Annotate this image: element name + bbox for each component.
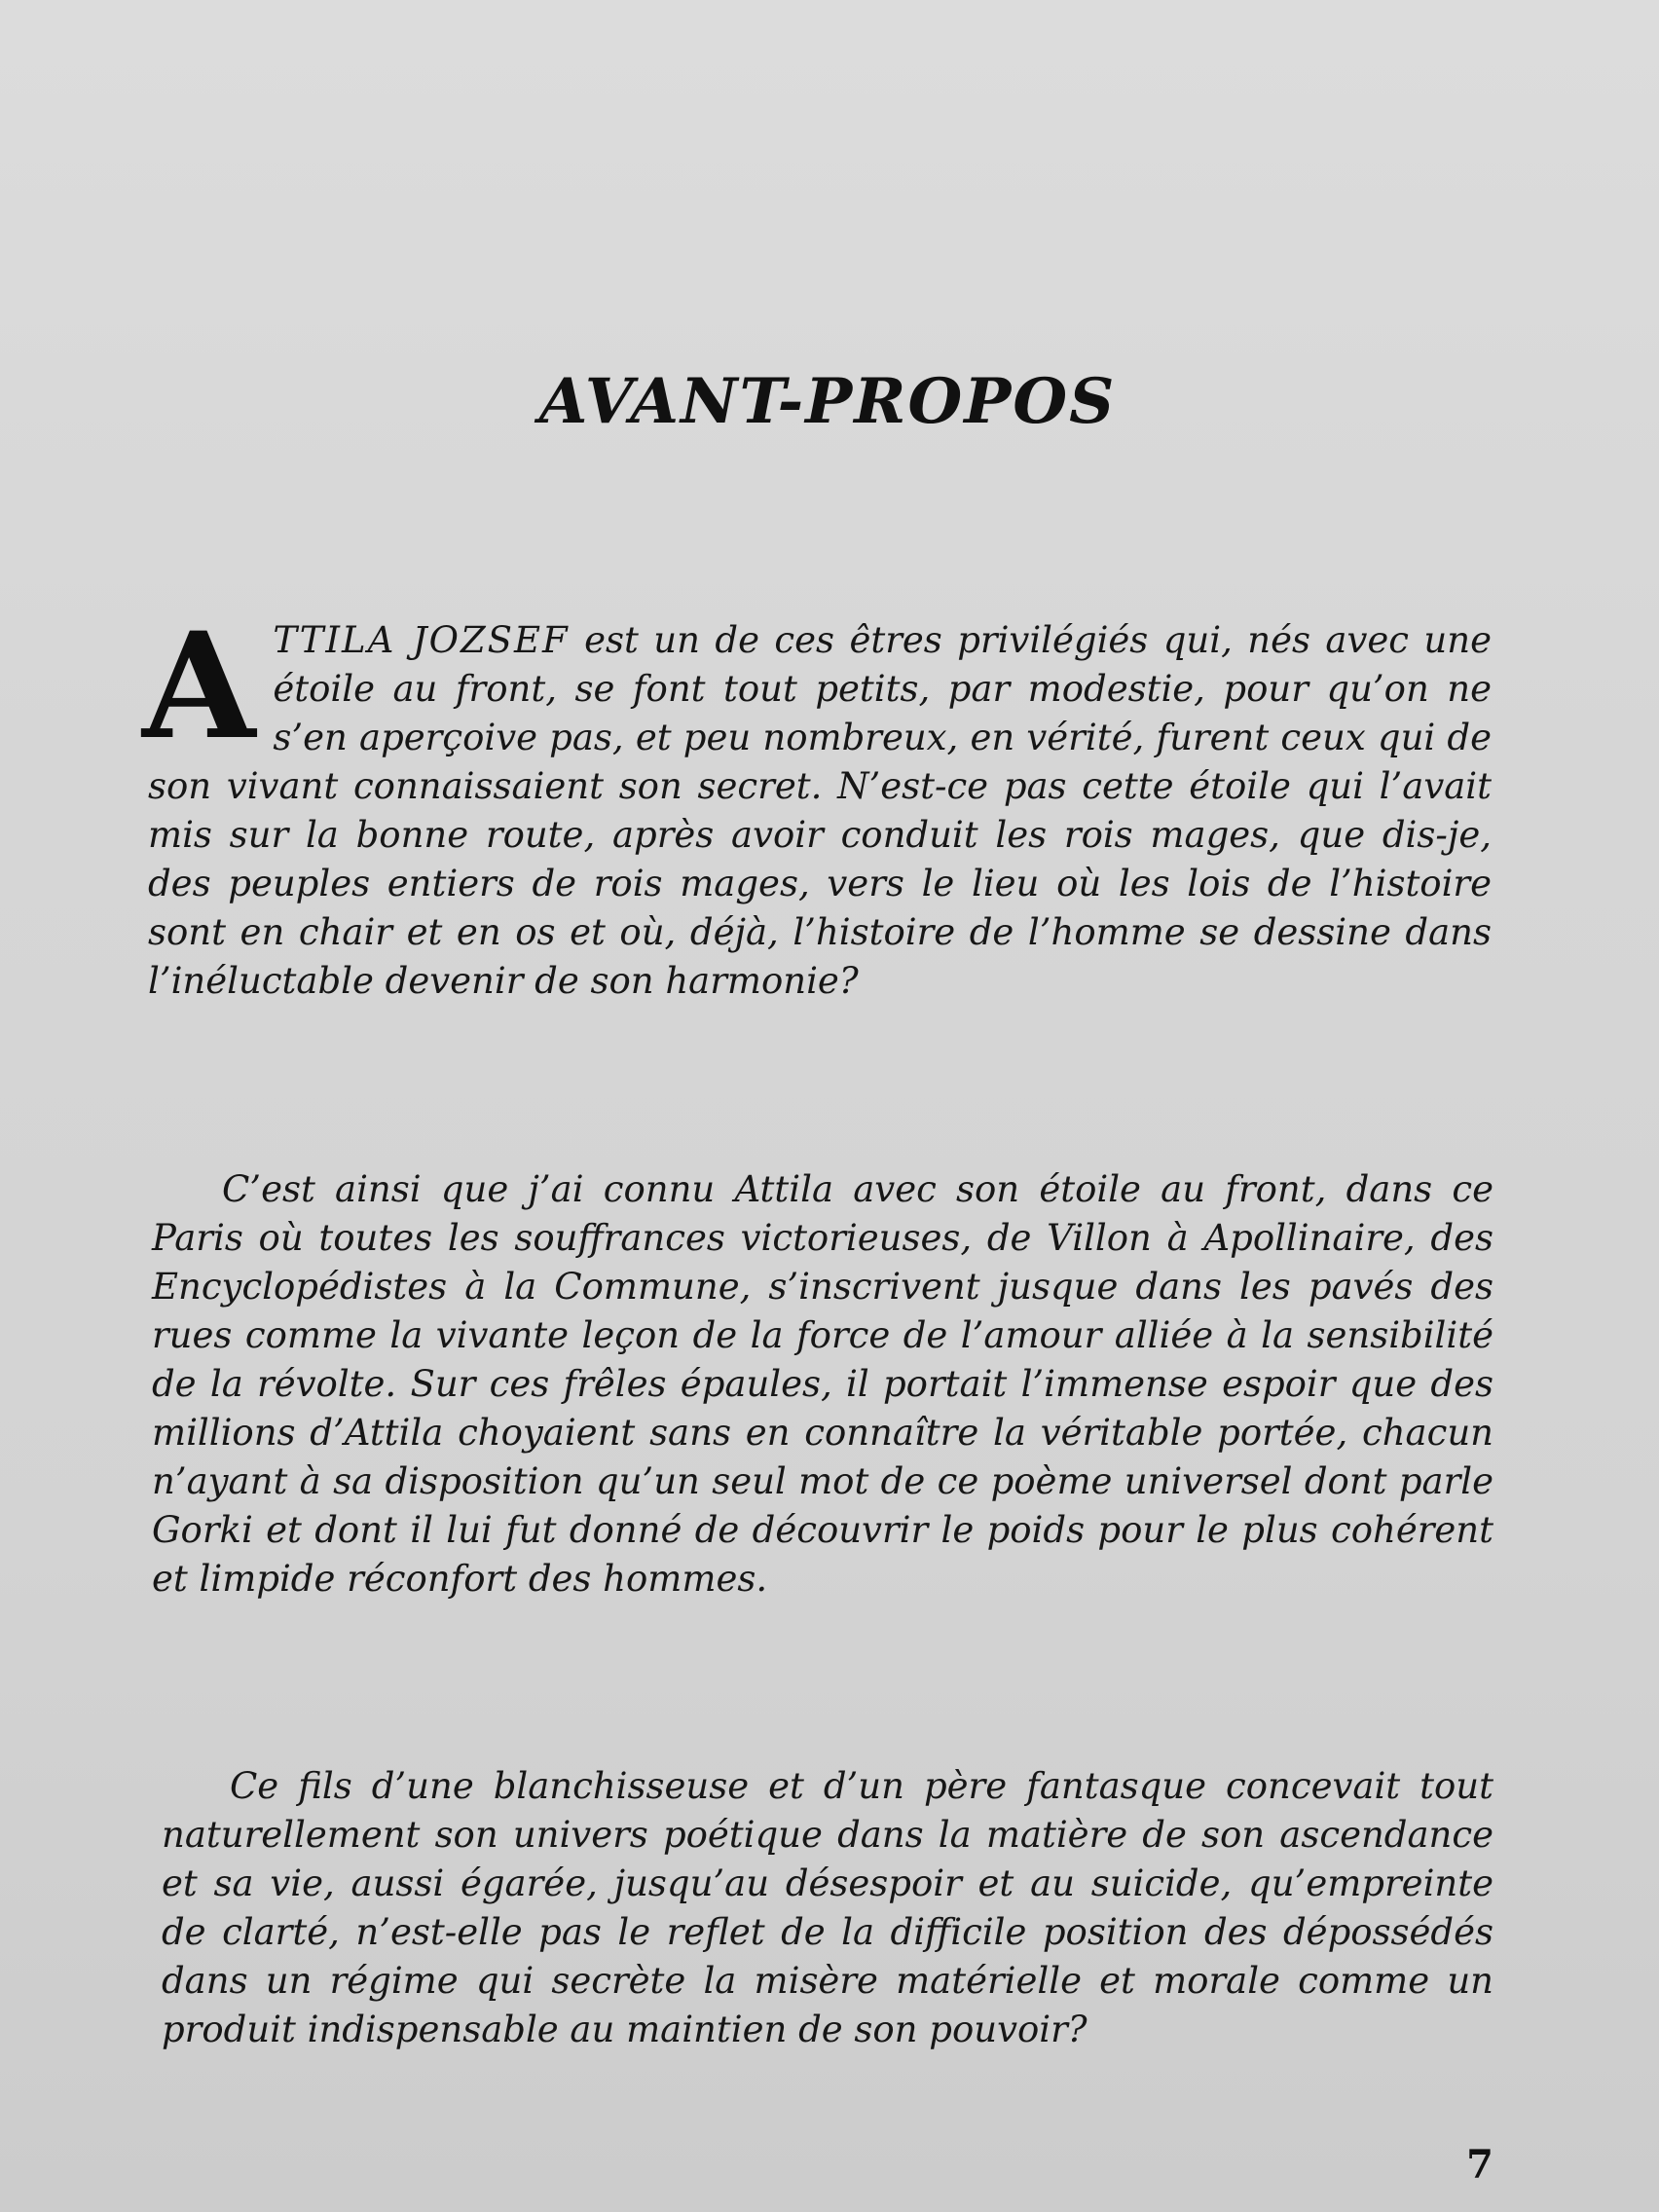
drop-cap: A — [142, 601, 256, 772]
paragraph-3: Ce fils d’une blanchisseuse et d’un père fantasque concevait tout naturellement son univers poétique dans la matière de son ascendance et sa vie, aussi égarée, jusqu’au désespoir et au suicide, qu’empreinte de clarté, n’est-elle pas le reflet de la difficile position des dépossédés dans un régime qui secrète la misère matérielle et morale comme un produit indispensable au maintien de son pouvoir? — [162, 1765, 1493, 2050]
page-number: 7 — [1466, 2142, 1493, 2188]
lead-small-caps: TTILA JOZSEF — [273, 619, 570, 661]
paragraph-1 — [142, 601, 1492, 1006]
page-title: AVANT-PROPOS — [538, 365, 1117, 438]
paragraph-2: C’est ainsi que j’ai connu Attila avec son étoile au front, dans ce Paris où toutes les souffrances victorieuses, de Villon à Apollinaire, des Encyclopédistes à la Commune, s’inscrivent jusque dans les pavés des rues comme la vivante leçon de la force de l’amour alliée à la sensibilité de la révolte. Sur ces frêles épaules, il portait l’immense espoir que des millions d’Attila choyaient sans en connaître la véritable portée, chacun n’ayant à sa disposition qu’un seul mot de ce poème universel dont parle Gorki et dont il lui fut donné de découvrir le poids pour le plus cohérent et limpide réconfort des hommes. — [152, 1168, 1493, 1600]
paragraph-1-body: est un de ces êtres privilégiés qui, nés avec une étoile au front, se font tout petits, par modestie, pour qu’on ne s’en aperçoive pas, et peu nombreux, en vérité, furent ceux qui de son vivant connaissaient son secret. N’est-ce pas cette étoile qui l’avait mis sur la bonne route, après avoir conduit les rois mages, que dis-je, des peuples entiers de rois mages, vers le lieu où les lois de l’histoire sont en chair et en os et où, déjà, l’histoire de l’homme se dessine dans l’inéluctable devenir de son harmonie? — [148, 619, 1492, 1002]
